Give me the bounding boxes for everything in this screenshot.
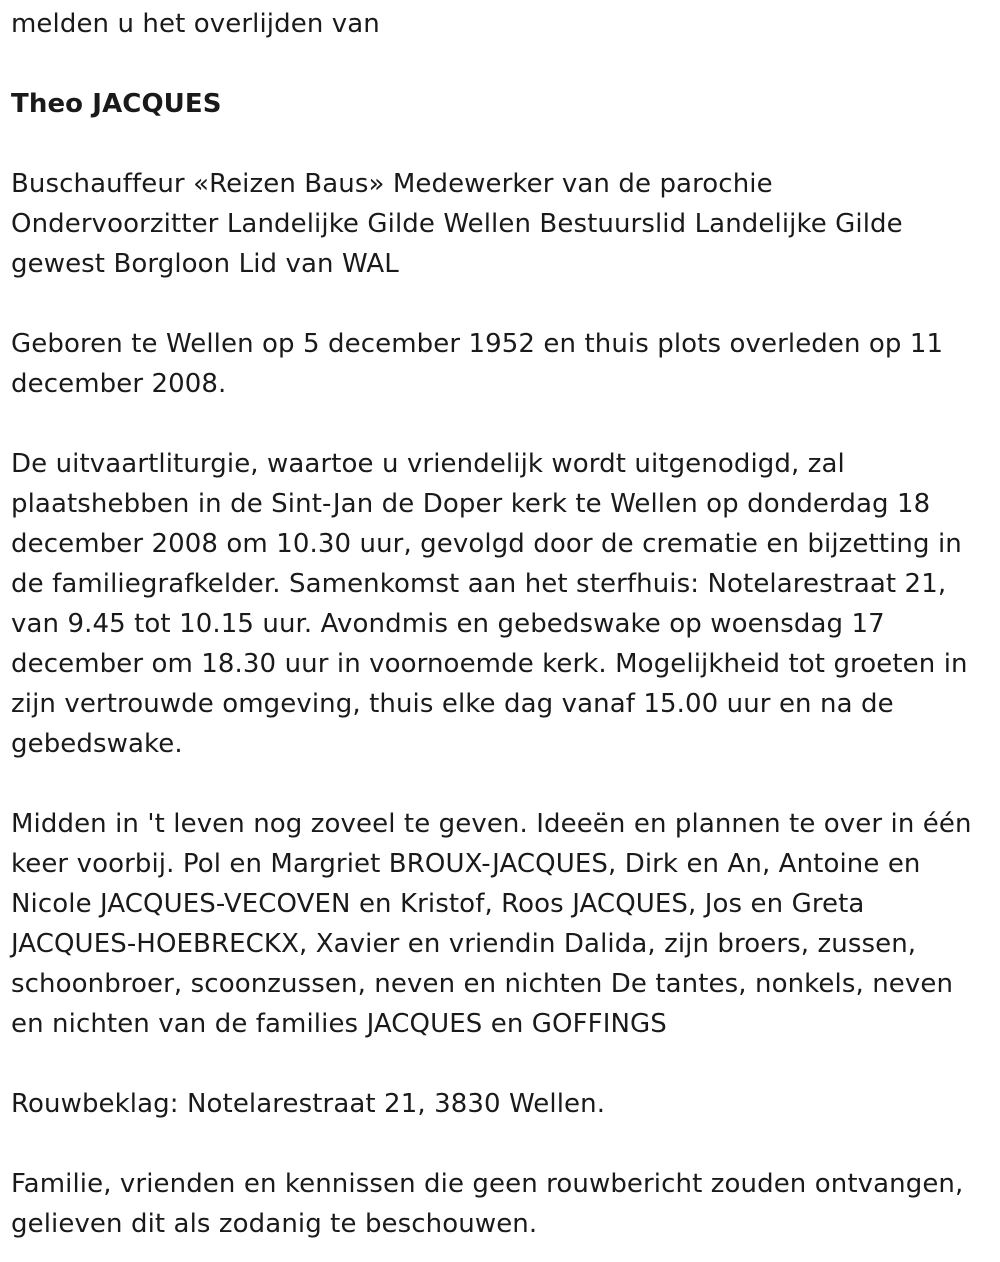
family-line: Nicole JACQUES-VECOVEN en Kristof, Roos JACQUES, Jos en Greta [11, 889, 865, 919]
ceremony-line: de familiegrafkelder. Samenkomst aan het sterfhuis: Notelarestraat 21, [11, 569, 947, 599]
titles-line: Ondervoorzitter Landelijke Gilde Wellen Bestuurslid Landelijke Gilde [11, 209, 903, 239]
death-notice [11, 4, 991, 1244]
birth-death-paragraph [11, 324, 991, 404]
closing-paragraph [11, 1164, 991, 1244]
family-line: en nichten van de families JACQUES en GOFFINGS [11, 1009, 667, 1039]
ceremony-line: De uitvaartliturgie, waartoe u vriendelijk wordt uitgenodigd, zal [11, 449, 845, 479]
ceremony-line: gebedswake. [11, 729, 183, 759]
ceremony-line: december om 18.30 uur in voornoemde kerk. Mogelijkheid tot groeten in [11, 649, 968, 679]
family-line: schoonbroer, scoonzussen, neven en nichten De tantes, nonkels, neven [11, 969, 954, 999]
family-line: Midden in 't leven nog zoveel te geven. Ideeën en plannen te over in één [11, 809, 972, 839]
closing-line: Familie, vrienden en kennissen die geen rouwbericht zouden ontvangen, [11, 1169, 964, 1199]
ceremony-line: van 9.45 tot 10.15 uur. Avondmis en gebedswake op woensdag 17 [11, 609, 885, 639]
ceremony-line: december 2008 om 10.30 uur, gevolgd door de crematie en bijzetting in [11, 529, 962, 559]
family-line: JACQUES-HOEBRECKX, Xavier en vriendin Dalida, zijn broers, zussen, [11, 929, 917, 959]
intro-text: melden u het overlijden van [11, 9, 380, 39]
birth-death-line: Geboren te Wellen op 5 december 1952 en thuis plots overleden op 11 [11, 329, 944, 359]
ceremony-paragraph [11, 444, 991, 764]
titles-line: Buschauffeur «Reizen Baus» Medewerker van de parochie [11, 169, 773, 199]
family-line: keer voorbij. Pol en Margriet BROUX-JACQUES, Dirk en An, Antoine en [11, 849, 921, 879]
family-paragraph [11, 804, 991, 1044]
ceremony-line: plaatshebben in de Sint-Jan de Doper kerk te Wellen op donderdag 18 [11, 489, 931, 519]
ceremony-line: zijn vertrouwde omgeving, thuis elke dag vanaf 15.00 uur en na de [11, 689, 894, 719]
closing-line: gelieven dit als zodanig te beschouwen. [11, 1209, 538, 1239]
titles-paragraph [11, 164, 991, 284]
birth-death-line: december 2008. [11, 369, 227, 399]
condolences-address: Rouwbeklag: Notelarestraat 21, 3830 Wellen. [11, 1089, 606, 1119]
deceased-name: Theo JACQUES [11, 89, 222, 119]
titles-line: gewest Borgloon Lid van WAL [11, 249, 399, 279]
